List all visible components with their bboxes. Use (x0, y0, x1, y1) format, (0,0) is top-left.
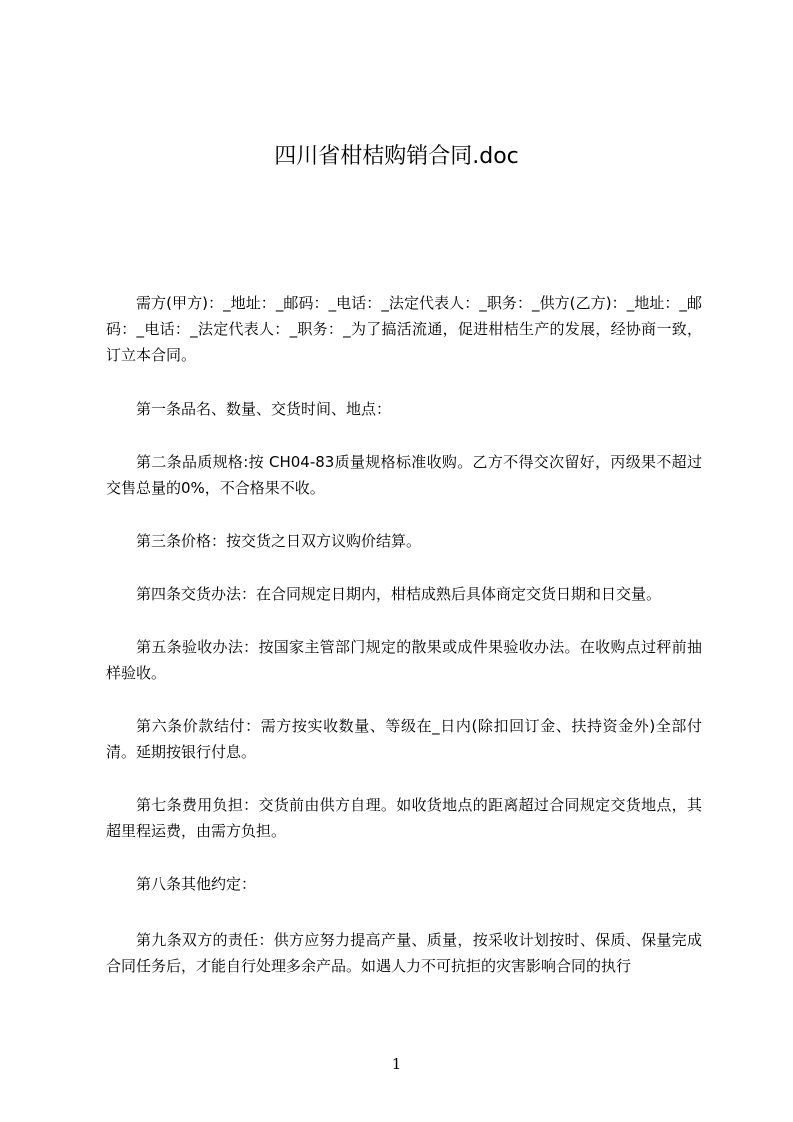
paragraph-article-7: 第七条费用负担：交货前由供方自理。如收货地点的距离超过合同规定交货地点，其超里程运费，由需方负担。 (106, 796, 702, 840)
paragraph-article-3: 第三条价格：按交货之日双方议购价结算。 (136, 532, 422, 550)
paragraph-article-4: 第四条交货办法：在合同规定日期内，柑桔成熟后具体商定交货日期和日交量。 (136, 585, 662, 603)
paragraph-article-1: 第一条品名、数量、交货时间、地点： (136, 400, 392, 418)
page-number: 1 (391, 1055, 402, 1073)
paragraph-article-6: 第六条价款结付：需方按实收数量、等级在_日内(除扣回订金、扶持资金外)全部付清。延期按银行付息。 (106, 717, 702, 761)
paragraph-article-8: 第八条其他约定： (136, 875, 257, 893)
paragraph-article-2: 第二条品质规格:按 CH04-83质量规格标准收购。乙方不得交次留好，丙级果不超过交售总量的0%，不合格果不收。 (106, 453, 702, 497)
paragraph-article-5: 第五条验收办法：按国家主管部门规定的散果或成件果验收办法。在收购点过秤前抽样验收。 (106, 638, 702, 682)
document-title: 四川省柑桔购销合同.doc (274, 144, 519, 169)
paragraph-preamble: 需方(甲方)：_地址：_邮码：_电话：_法定代表人：_职务：_供方(乙方)：_地址：_邮码：_电话：_法定代表人：_职务：_为了搞活流通，促进柑桔生产的发展，经协商一致，订立本合同。 (106, 294, 702, 364)
paragraph-article-9: 第九条双方的责任：供方应努力提高产量、质量，按采收计划按时、保质、保量完成合同任务后，才能自行处理多余产品。如遇人力不可抗拒的灾害影响合同的执行 (106, 931, 702, 975)
